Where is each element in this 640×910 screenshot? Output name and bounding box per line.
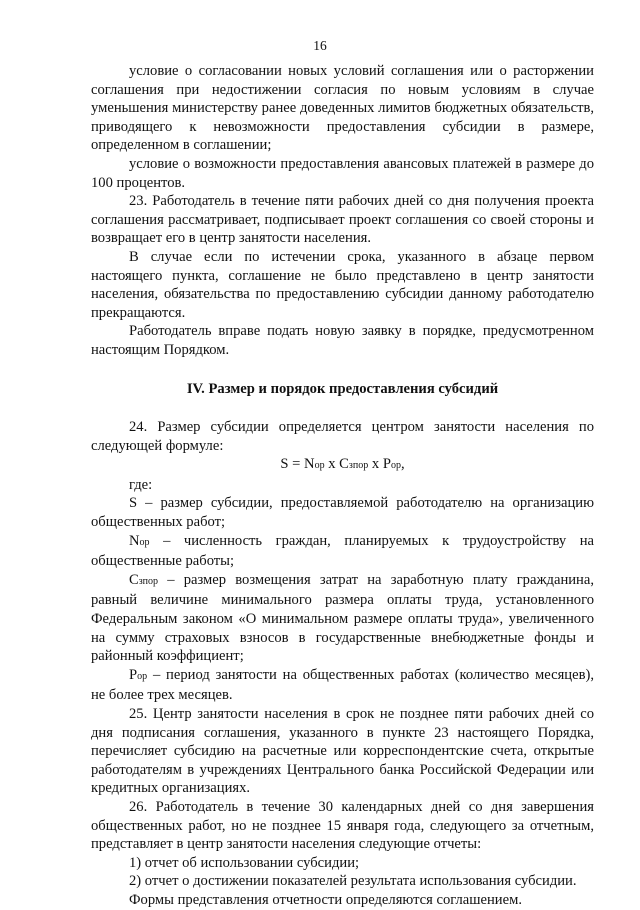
definition-text: – численность граждан, планируемых к трудоустройству на общественные работы; [91,532,594,570]
paragraph: В случае если по истечении срока, указанного в абзаце первом настоящего пункта, соглашение не было представлено в центр занятости населения, обязательства по предоставлению субсидии данному работодателю прекращаются. [91,248,594,321]
list-item: 2) отчет о достижении показателей результата использования субсидии. [129,873,577,890]
definition-n [91,532,594,571]
section-heading: IV. Размер и порядок предоставления субсидий [186,380,499,397]
where-label: где: [129,476,153,493]
paragraph: условие о возможности предоставления авансовых платежей в размере до 100 процентов. [91,155,594,191]
paragraph: Работодатель вправе подать новую заявку в порядке, предусмотренном настоящим Порядком. [91,323,594,358]
definition-subscript: зпор [138,575,159,587]
list-item: 1) отчет об использовании субсидии; [129,854,360,871]
formula [91,455,594,476]
definition-symbol: C [129,571,139,588]
formula-tail: , [400,456,405,473]
definition-p [91,666,594,705]
formula-p-sub: ор [390,460,401,472]
definition-text: – размер возмещения затрат на заработную плату гражданина, равный величине минимального размера оплаты труда, установленного Федеральным законом «О минимальном размере оплаты труда», увеличенного на сумму страховых взносов в государственные внебюджетные фонды и районный коэффициент; [91,571,594,665]
definition-symbol: N [129,532,140,549]
paragraph: условие о согласовании новых условий соглашения или о расторжении соглашения при недостижении согласия по новым условиям в случае уменьшения министерству ранее доведенных лимитов бюджетных обязательств, приводящего к невозможности предоставления субсидии в размере, определенном в соглашении; [91,63,594,154]
formula-lhs: S = N [280,456,315,473]
formula-x2: х P [368,456,391,473]
formula-c-sub: зпор [348,460,369,472]
definition-subscript: ор [137,670,148,682]
definition-text: – период занятости на общественных работах (количество месяцев), не более трех месяцев. [91,666,594,704]
paragraph-26: 26. Работодатель в течение 30 календарных дней со дня завершения общественных работ, но не позднее 15 января года, следующего за отчетным, представляет в центр занятости населения следующие отчеты: [91,798,594,853]
paragraph-24: 24. Размер субсидии определяется центром занятости населения по следующей формуле: [91,419,594,454]
definition-c [91,571,594,666]
page-number: 16 [313,38,327,53]
paragraph: Формы представления отчетности определяются соглашением. [129,891,522,908]
document-body [91,62,594,910]
formula-n-sub: ор [314,460,325,472]
paragraph-23: 23. Работодатель в течение пяти рабочих дней со дня получения проекта соглашения рассматривает, подписывает проект соглашения со своей стороны и возвращает его в центр занятости населения. [91,193,594,247]
definition-subscript: ор [139,536,150,548]
definition-s: S – размер субсидии, предоставляемой работодателю на организацию общественных работ; [91,495,594,531]
formula-x1: х C [324,456,349,473]
paragraph-25: 25. Центр занятости населения в срок не позднее пяти рабочих дней со дня подписания соглашения, указанного в пункте 23 настоящего Порядка, перечисляет субсидию на расчетные или корреспондентские счета, открытые работодателям в учреждениях Центрального банка Российской Федерации или кредитных организациях. [91,706,594,797]
definition-symbol: P [129,666,138,683]
